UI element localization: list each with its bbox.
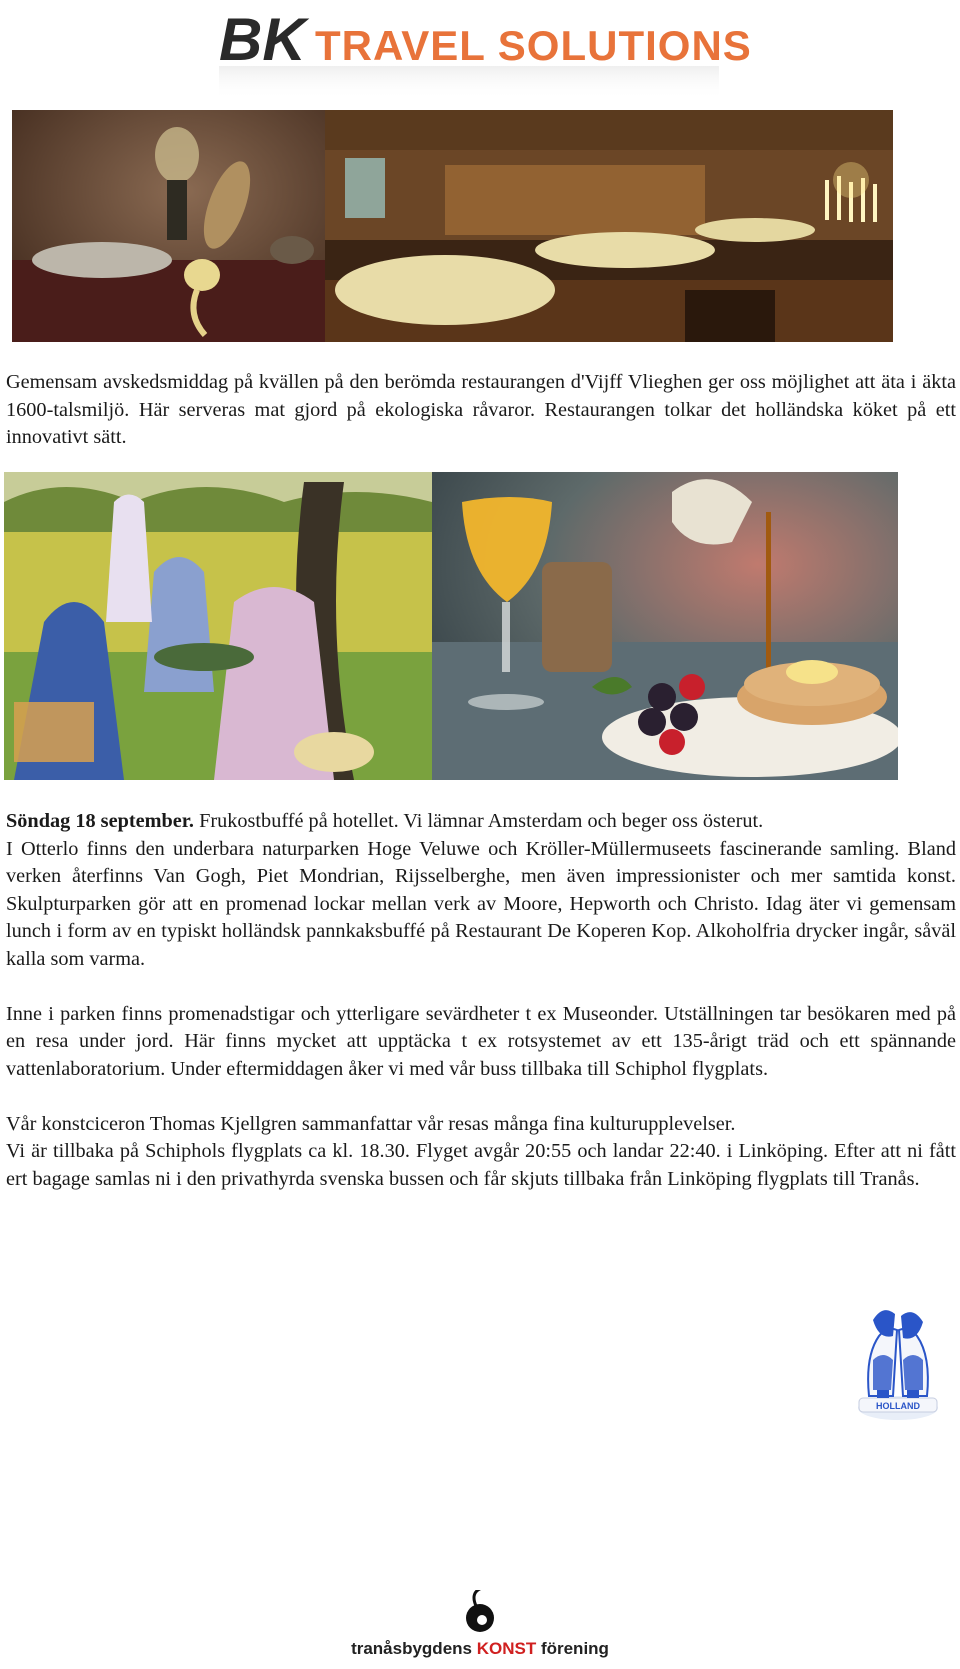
restaurant-interior-image bbox=[325, 110, 893, 342]
souvenir-holland-label: HOLLAND bbox=[876, 1401, 920, 1411]
still-life-painting-image bbox=[12, 110, 325, 342]
guide-summary-text: Vår konstciceron Thomas Kjellgren sammanfattar vår resas många fina kulturupplevelser. bbox=[6, 1112, 736, 1135]
brand-logo bbox=[215, 2, 755, 106]
park-paragraph-text: Inne i parken finns promenadstigar och ytterligare sevärdheter t ex Museonder. Utställningen tar besökaren med på en resa under jord. Här finns mycket att upptäcka t ex rotsystemet av ett 135-årigt träd och ett spännande vattenlaboratorium. Under eftermiddagen åker vi med vår buss tillbaka till Schiphol flygplats. bbox=[6, 1002, 956, 1080]
konstforening-footer-logo bbox=[330, 1590, 630, 1660]
pancake-breakfast-image bbox=[432, 472, 898, 780]
footer-text-post: förening bbox=[536, 1639, 609, 1658]
return-details-text: Vi är tillbaka på Schiphols flygplats ca kl. 18.30. Flyget avgår 20:55 och landar 22:40. i Linköping. Efter att ni fått ert bagage samlas ni i den privathyrda svenska bussen och får skjuts tillbaka från Linköping flygplats till Tranås. bbox=[6, 1140, 956, 1190]
sunday-details-text: I Otterlo finns den underbara naturparken Hoge Veluwe och Kröller-Müllermuseets fascinerande samling. Bland verken återfinns Van Gogh, Piet Mondrian, Rijsselberghe, men även impressionister och mer samtida konst. Skulpturparken gör att en promenad lockar mellan verk av Moore, Hepworth och Christo. Idag äter vi gemensam lunch i form av en typiskt holländsk pannkaksbuffé på Restaurant De Koperen Kop. Alkoholfria drycker ingår, såväl kalla som varma. bbox=[6, 837, 956, 970]
logo-travel-solutions: Travel Solutions bbox=[315, 22, 752, 69]
footer-text-accent: KONST bbox=[476, 1639, 537, 1658]
svg-text:tranåsbygdens KONST förening bbox=[351, 1639, 609, 1658]
impressionist-garden-painting-image bbox=[4, 472, 432, 780]
sunday-date-heading: Söndag 18 september. bbox=[6, 810, 194, 832]
farewell-dinner-text: Gemensam avskedsmiddag på kvällen på den berömda restaurangen d'Vijff Vlieghen ger oss möjlighet att äta i äkta 1600-talsmiljö. Här serveras mat gjord på ekologiska råvaror. Restaurangen tolkar det holländska köket på ett innovativt sätt. bbox=[6, 371, 956, 448]
delft-kissing-couple-souvenir-image bbox=[855, 1300, 941, 1424]
sunday-itinerary-paragraph bbox=[6, 808, 956, 1193]
footer-text-pre: tranåsbygdens bbox=[351, 1639, 477, 1658]
sunday-itinerary-text bbox=[6, 808, 956, 973]
return-paragraph-text bbox=[6, 1111, 956, 1194]
farewell-dinner-paragraph bbox=[6, 369, 956, 452]
logo-bk: BK bbox=[219, 6, 306, 73]
sunday-intro-text: Frukostbuffé på hotellet. Vi lämnar Amsterdam och beger oss österut. bbox=[194, 810, 764, 832]
